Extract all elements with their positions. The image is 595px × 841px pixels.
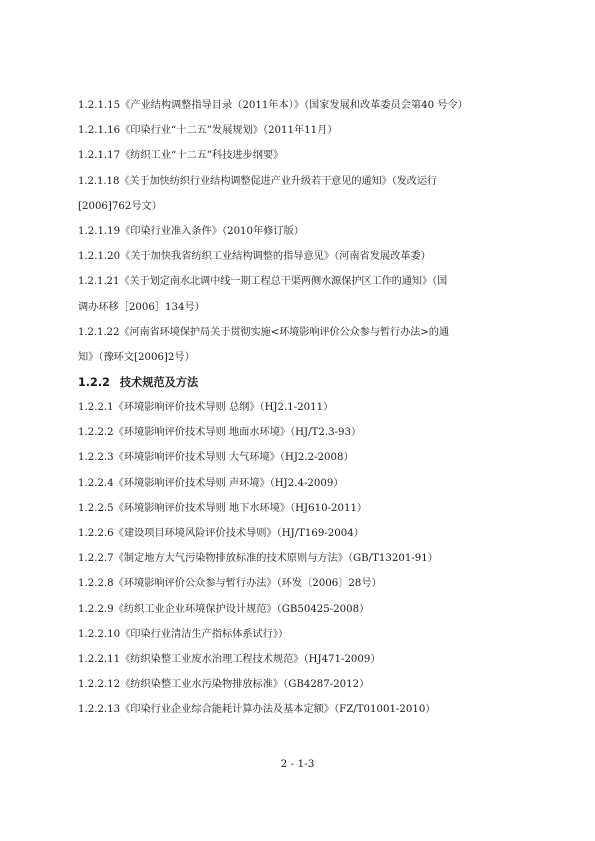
list-item: 1.2.1.20《关于加快我省纺织工业结构调整的指导意见》（河南省发展改革委）	[78, 251, 431, 263]
list-item: 1.2.2.2《环境影响评价技术导则 地面水环境》（HJ/T2.3-93）	[78, 427, 362, 439]
section-heading	[78, 370, 523, 395]
list-item: 1.2.1.22《河南省环境保护局关于贯彻实施<环境影响评价公众参与暂行办法>的通	[78, 326, 449, 338]
list-item: 1.2.2.7《制定地方大气污染物排放标准的技术原则与方法》（GB/T13201-91）	[78, 553, 438, 565]
list-item: 1.2.2.11《纺织染整工业废水治理工程技术规范》（HJ471-2009）	[78, 653, 381, 665]
list-item: 1.2.1.15《产业结构调整指导目录（2011年本）》（国家发展和改革委员会第40 号令）	[78, 100, 468, 111]
list-item: 1.2.1.19《印染行业准入条件》（2010年修订版）	[78, 225, 304, 237]
regulation-list-121	[78, 93, 523, 370]
list-item: 1.2.1.21《关于划定南水北调中线一期工程总干渠两侧水源保护区工作的通知》（国	[78, 276, 448, 288]
list-item: 1.2.2.10《印染行业清洁生产指标体系试行》）	[78, 628, 289, 640]
document-page	[78, 93, 523, 723]
list-item: 1.2.2.13《印染行业企业综合能耗计算办法及基本定额》（FZ/T01001-2010）	[78, 704, 436, 716]
list-item: 1.2.2.9《纺织工业企业环境保护设计规范》（GB50425-2008）	[78, 603, 370, 615]
list-item: 1.2.2.6《建设项目环境风险评价技术导则》（HJ/T169-2004）	[78, 528, 364, 539]
list-item-continuation: [2006]762号文）	[78, 200, 162, 212]
list-item: 1.2.1.17《纺织工业“十二五”科技进步纲要》	[78, 150, 284, 162]
section-title: 技术规范及方法	[119, 376, 199, 390]
list-item-continuation: 知》（豫环文[2006]2号）	[78, 351, 195, 363]
list-item: 1.2.2.4《环境影响评价技术导则 声环境》（HJ2.4-2009）	[78, 477, 344, 489]
list-item: 1.2.2.5《环境影响评价技术导则 地下水环境》（HJ610-2011）	[78, 502, 368, 514]
list-item: 1.2.1.16《印染行业“十二五”发展规划》（2011年11月）	[78, 125, 338, 137]
list-item: 1.2.2.8《环境影响评价公众参与暂行办法》（环发〔2006〕28号）	[78, 578, 382, 590]
section-number: 1.2.2	[78, 376, 110, 390]
list-item: 1.2.1.18《关于加快纺织行业结构调整促进产业升级若干意见的通知》（发改运行	[78, 175, 438, 187]
list-item: 1.2.2.12《纺织染整工业水污染物排放标准》（GB4287-2012）	[78, 679, 370, 691]
standards-list-122	[78, 395, 523, 722]
list-item-continuation: 调办环移［2006］134号）	[78, 301, 205, 313]
page-number: 2 - 1-3	[280, 758, 315, 770]
list-item: 1.2.2.3《环境影响评价技术导则 大气环境》（HJ2.2-2008）	[78, 452, 354, 464]
list-item: 1.2.2.1《环境影响评价技术导则 总纲》（HJ2.1-2011）	[78, 402, 334, 414]
